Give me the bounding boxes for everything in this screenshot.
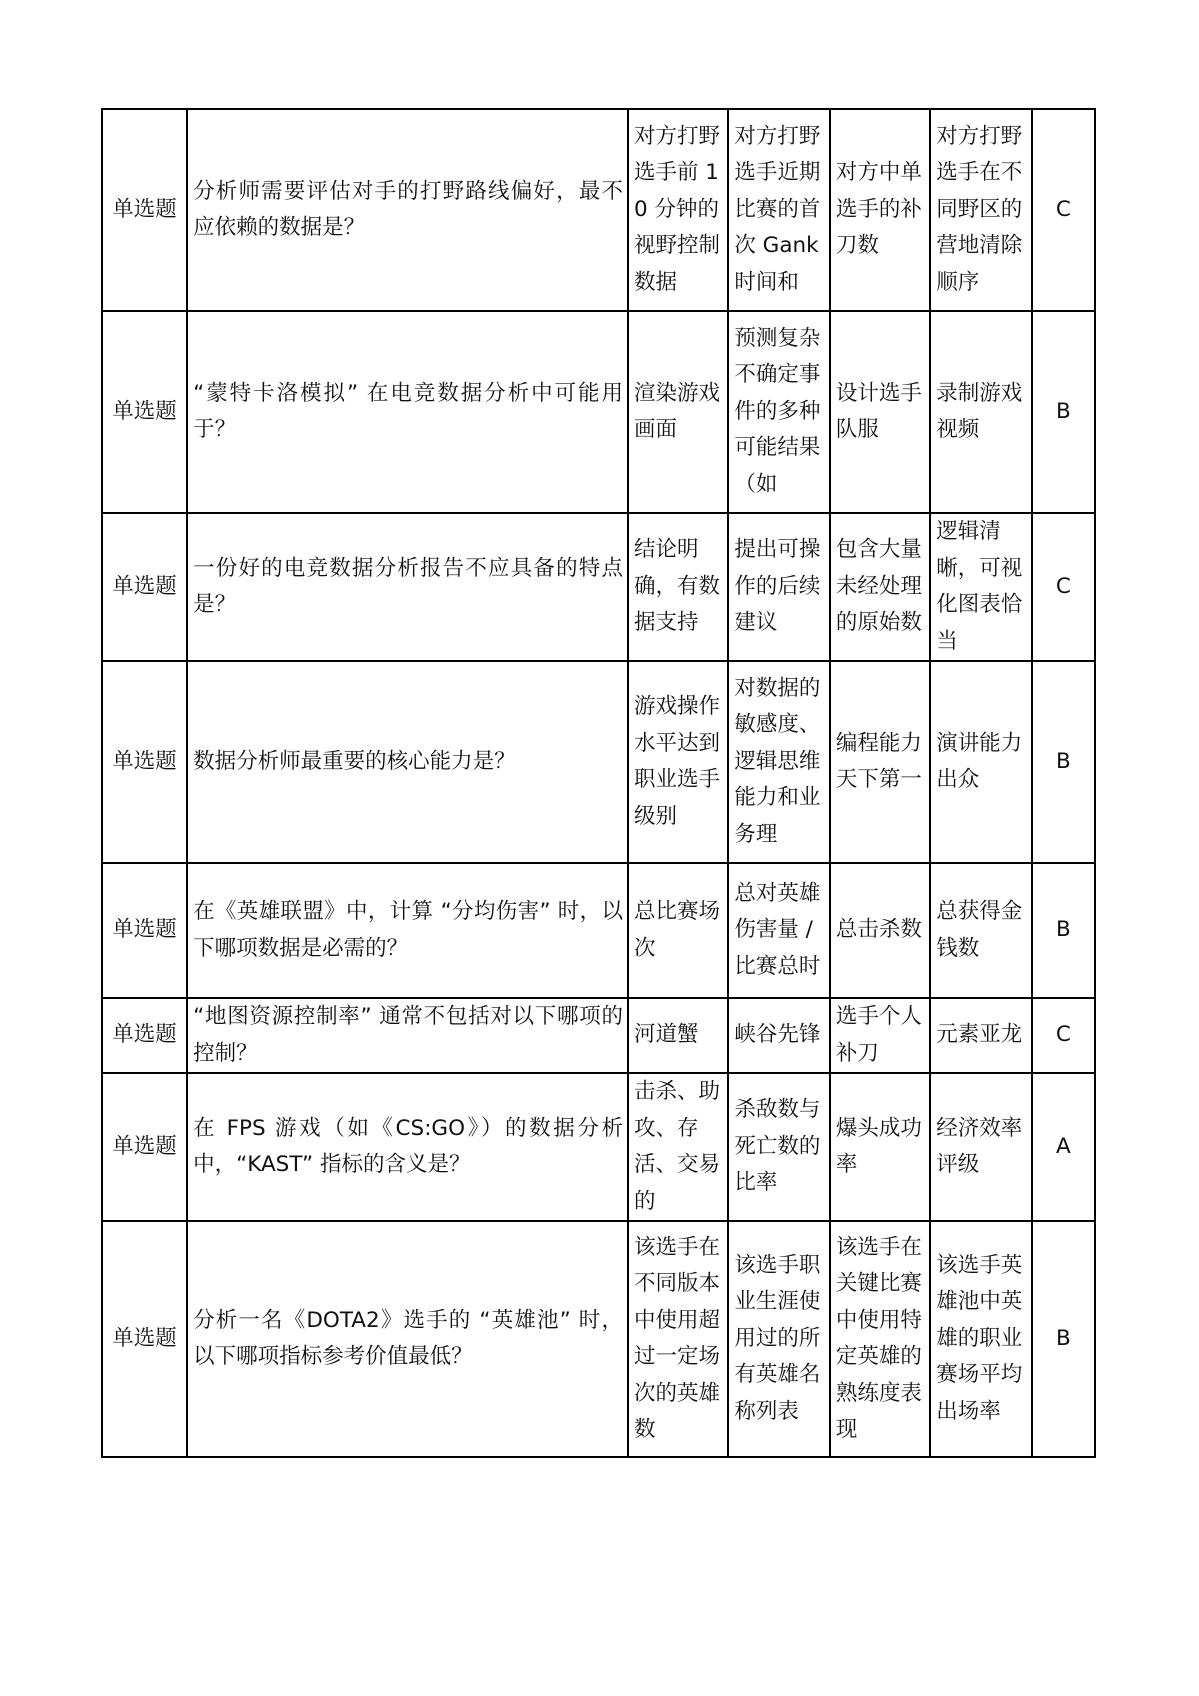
option-c-cell: [830, 863, 930, 998]
answer-cell: [1032, 998, 1095, 1073]
option-c: 总击杀数: [835, 917, 922, 943]
option-a: 游戏操作水平达到职业选手级别: [633, 694, 720, 829]
answer-cell: [1032, 863, 1095, 998]
option-b: 预测复杂不确定事件的多种可能结果（如: [734, 325, 821, 497]
option-a-cell: [628, 311, 728, 513]
option-a-cell: [628, 513, 728, 661]
option-b-cell: [728, 311, 829, 513]
question-type: 单选题: [112, 917, 177, 943]
question-text: “地图资源控制率” 通常不包括对以下哪项的控制？: [193, 1004, 623, 1066]
option-a: 结论明确，有数据支持: [633, 537, 720, 636]
answer: C: [1055, 196, 1071, 222]
option-d: 逻辑清晰，可视化图表恰当: [936, 519, 1023, 654]
answer: C: [1055, 573, 1071, 599]
option-b: 峡谷先锋: [734, 1022, 821, 1048]
question-text-cell: [187, 863, 628, 998]
option-c-cell: [830, 513, 930, 661]
option-d-cell: [930, 661, 1031, 863]
option-a-cell: [628, 998, 728, 1073]
answer-cell: [1032, 311, 1095, 513]
question-text-cell: [187, 513, 628, 661]
option-b-cell: [728, 1221, 829, 1457]
option-a: 渲染游戏画面: [633, 380, 720, 442]
option-d-cell: [930, 109, 1031, 311]
question-type: 单选题: [112, 748, 177, 774]
question-text: 分析师需要评估对手的打野路线偏好，最不应依赖的数据是？: [193, 178, 623, 240]
option-b: 对方打野选手近期比赛的首次 Gank 时间和: [734, 123, 821, 295]
question-text: 在 FPS 游戏（如《CS:GO》）的数据分析中，“KAST” 指标的含义是？: [193, 1115, 623, 1177]
question-type-cell: [102, 311, 187, 513]
question-text-cell: [187, 311, 628, 513]
question-text-cell: [187, 1073, 628, 1221]
option-b-cell: [728, 661, 829, 863]
question-type-cell: [102, 1221, 187, 1457]
option-b: 对数据的敏感度、逻辑思维能力和业务理: [734, 675, 821, 847]
question-type: 单选题: [112, 1325, 177, 1351]
option-a-cell: [628, 1221, 728, 1457]
option-a-cell: [628, 863, 728, 998]
option-a-cell: [628, 109, 728, 311]
answer: C: [1055, 1022, 1071, 1048]
option-c-cell: [830, 661, 930, 863]
option-a: 对方打野选手前 10 分钟的视野控制数据: [633, 123, 720, 295]
option-c-cell: [830, 311, 930, 513]
question-text: 数据分析师最重要的核心能力是？: [193, 748, 516, 774]
option-b-cell: [728, 109, 829, 311]
option-c-cell: [830, 109, 930, 311]
question-text-cell: [187, 998, 628, 1073]
option-d: 该选手英雄池中英雄的职业赛场平均出场率: [936, 1252, 1023, 1424]
question-text: 分析一名《DOTA2》选手的 “英雄池” 时，以下哪项指标参考价值最低？: [193, 1307, 623, 1369]
question-type-cell: [102, 661, 187, 863]
option-d-cell: [930, 863, 1031, 998]
table-row: [102, 661, 1095, 863]
table-row: [102, 1073, 1095, 1221]
option-d: 对方打野选手在不同野区的营地清除顺序: [936, 123, 1023, 295]
option-d-cell: [930, 311, 1031, 513]
answer-cell: [1032, 109, 1095, 311]
option-d: 元素亚龙: [936, 1022, 1023, 1048]
answer-cell: [1032, 1073, 1095, 1221]
option-c-cell: [830, 1073, 930, 1221]
question-text: 在《英雄联盟》中，计算 “分均伤害” 时，以下哪项数据是必需的？: [193, 899, 623, 961]
option-c: 爆头成功率: [835, 1115, 922, 1177]
question-table: [101, 108, 1096, 1458]
question-text-cell: [187, 1221, 628, 1457]
option-b: 杀敌数与死亡数的比率: [734, 1097, 821, 1196]
question-type: 单选题: [112, 1133, 177, 1159]
option-b-cell: [728, 1073, 829, 1221]
question-type-cell: [102, 109, 187, 311]
question-type: 单选题: [112, 398, 177, 424]
table-row: [102, 1221, 1095, 1457]
option-a-cell: [628, 1073, 728, 1221]
answer-cell: [1032, 661, 1095, 863]
question-text: 一份好的电竞数据分析报告不应具备的特点是？: [193, 555, 623, 617]
option-c: 选手个人补刀: [835, 1004, 922, 1066]
option-a-cell: [628, 661, 728, 863]
answer: A: [1055, 1133, 1071, 1159]
question-type: 单选题: [112, 1022, 177, 1048]
option-a: 该选手在不同版本中使用超过一定场次的英雄数: [633, 1234, 720, 1442]
answer-cell: [1032, 1221, 1095, 1457]
option-d: 总获得金钱数: [936, 899, 1023, 961]
option-b: 总对英雄伤害量 / 比赛总时: [734, 880, 821, 979]
question-table-body: [102, 109, 1095, 1457]
option-d-cell: [930, 1221, 1031, 1457]
option-d: 录制游戏视频: [936, 380, 1023, 442]
answer: B: [1055, 748, 1071, 774]
option-d-cell: [930, 513, 1031, 661]
option-d-cell: [930, 998, 1031, 1073]
option-b-cell: [728, 513, 829, 661]
option-b: 提出可操作的后续建议: [734, 537, 821, 636]
question-type: 单选题: [112, 573, 177, 599]
option-a: 总比赛场次: [633, 899, 720, 961]
answer: B: [1055, 398, 1071, 424]
option-d: 演讲能力出众: [936, 730, 1023, 792]
question-text-cell: [187, 109, 628, 311]
option-b-cell: [728, 863, 829, 998]
question-text-cell: [187, 661, 628, 863]
question-type-cell: [102, 998, 187, 1073]
answer-cell: [1032, 513, 1095, 661]
question-type-cell: [102, 1073, 187, 1221]
option-c-cell: [830, 998, 930, 1073]
question-type-cell: [102, 513, 187, 661]
answer: B: [1055, 917, 1071, 943]
option-b-cell: [728, 998, 829, 1073]
table-row: [102, 109, 1095, 311]
table-row: [102, 311, 1095, 513]
option-a: 击杀、助攻、存活、交易的: [633, 1079, 720, 1214]
option-c: 对方中单选手的补刀数: [835, 160, 922, 259]
option-a: 河道蟹: [633, 1022, 699, 1048]
option-c: 编程能力天下第一: [835, 730, 922, 792]
option-c: 包含大量未经处理的原始数: [835, 537, 922, 636]
table-row: [102, 513, 1095, 661]
option-b: 该选手职业生涯使用过的所有英雄名称列表: [734, 1252, 821, 1424]
option-d: 经济效率评级: [936, 1115, 1023, 1177]
option-c: 该选手在关键比赛中使用特定英雄的熟练度表现: [835, 1234, 922, 1442]
option-d-cell: [930, 1073, 1031, 1221]
table-row: [102, 863, 1095, 998]
question-text: “蒙特卡洛模拟” 在电竞数据分析中可能用于？: [193, 380, 623, 442]
question-type-cell: [102, 863, 187, 998]
question-type: 单选题: [112, 196, 177, 222]
option-c: 设计选手队服: [835, 380, 922, 442]
option-c-cell: [830, 1221, 930, 1457]
answer: B: [1055, 1325, 1071, 1351]
table-row: [102, 998, 1095, 1073]
